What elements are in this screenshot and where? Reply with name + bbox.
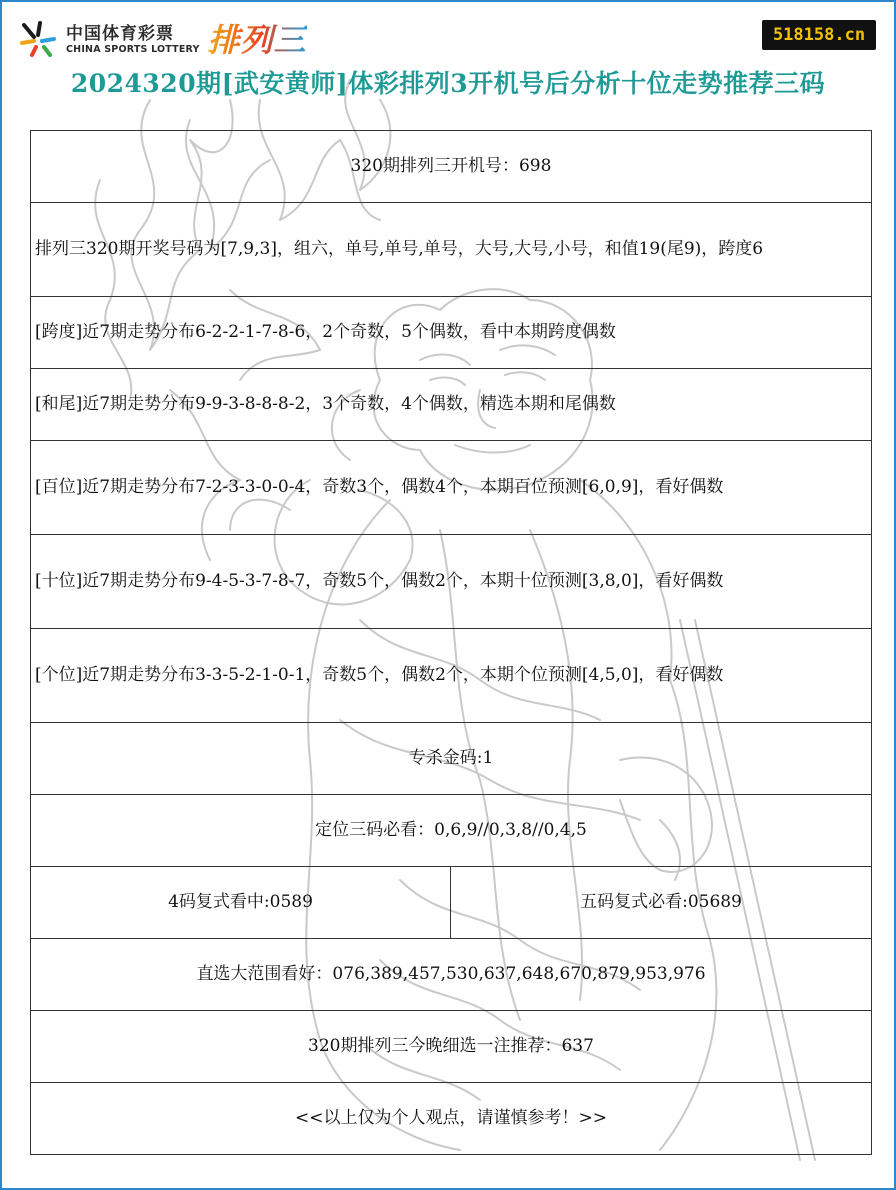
brand-name: 排列三 — [207, 21, 307, 59]
sports-lottery-logo — [18, 18, 307, 62]
table-row — [31, 131, 872, 203]
table-row — [31, 723, 872, 795]
table-row — [31, 535, 872, 629]
four-code-combo: 4码复式看中:0589 — [31, 867, 451, 939]
analysis-table — [30, 130, 872, 1155]
table-row — [31, 867, 872, 939]
draw-result: 排列三320期开奖号码为[7,9,3]，组六，单号,单号,单号，大号,大号,小号，和值19(尾9)，跨度6 — [31, 203, 872, 297]
page-title: 2024320期[武安黄师]体彩排列3开机号后分析十位走势推荐三码 — [70, 69, 826, 98]
hundreds-trend: [百位]近7期走势分布7-2-3-3-0-0-4，奇数3个，偶数4个，本期百位预测[6,0,9]，看好偶数 — [31, 441, 872, 535]
tens-trend: [十位]近7期走势分布9-4-5-3-7-8-7，奇数5个，偶数2个，本期十位预测[3,8,0]，看好偶数 — [31, 535, 872, 629]
header — [0, 0, 896, 130]
table-row — [31, 369, 872, 441]
logo-text — [66, 24, 200, 56]
kill-number: 专杀金码:1 — [31, 723, 872, 795]
span-trend: [跨度]近7期走势分布6-2-2-1-7-8-6，2个奇数，5个偶数，看中本期跨度偶数 — [31, 297, 872, 369]
five-code-combo: 五码复式必看:05689 — [451, 867, 872, 939]
position-three-codes: 定位三码必看：0,6,9//0,3,8//0,4,5 — [31, 795, 872, 867]
table-row — [31, 795, 872, 867]
logo-en: CHINA SPORTS LOTTERY — [66, 44, 200, 55]
sports-lottery-logo-icon — [18, 19, 60, 61]
table-row — [31, 203, 872, 297]
sum-tail-trend: [和尾]近7期走势分布9-9-3-8-8-8-2，3个奇数，4个偶数，精选本期和尾偶数 — [31, 369, 872, 441]
table-row — [31, 297, 872, 369]
units-trend: [个位]近7期走势分布3-3-5-2-1-0-1，奇数5个，偶数2个，本期个位预测[4,5,0]，看好偶数 — [31, 629, 872, 723]
table-row — [31, 1011, 872, 1083]
table-row — [31, 629, 872, 723]
logo-cn: 中国体育彩票 — [66, 24, 174, 44]
single-pick: 320期排列三今晚细选一注推荐：637 — [31, 1011, 872, 1083]
opening-numbers: 320期排列三开机号：698 — [31, 131, 872, 203]
site-badge[interactable]: 518158.cn — [762, 20, 876, 50]
direct-range: 直选大范围看好：076,389,457,530,637,648,670,879,953,976 — [31, 939, 872, 1011]
table-row — [31, 939, 872, 1011]
table-row — [31, 1083, 872, 1155]
table-row — [31, 441, 872, 535]
disclaimer: <<以上仅为个人观点，请谨慎参考！>> — [31, 1083, 872, 1155]
